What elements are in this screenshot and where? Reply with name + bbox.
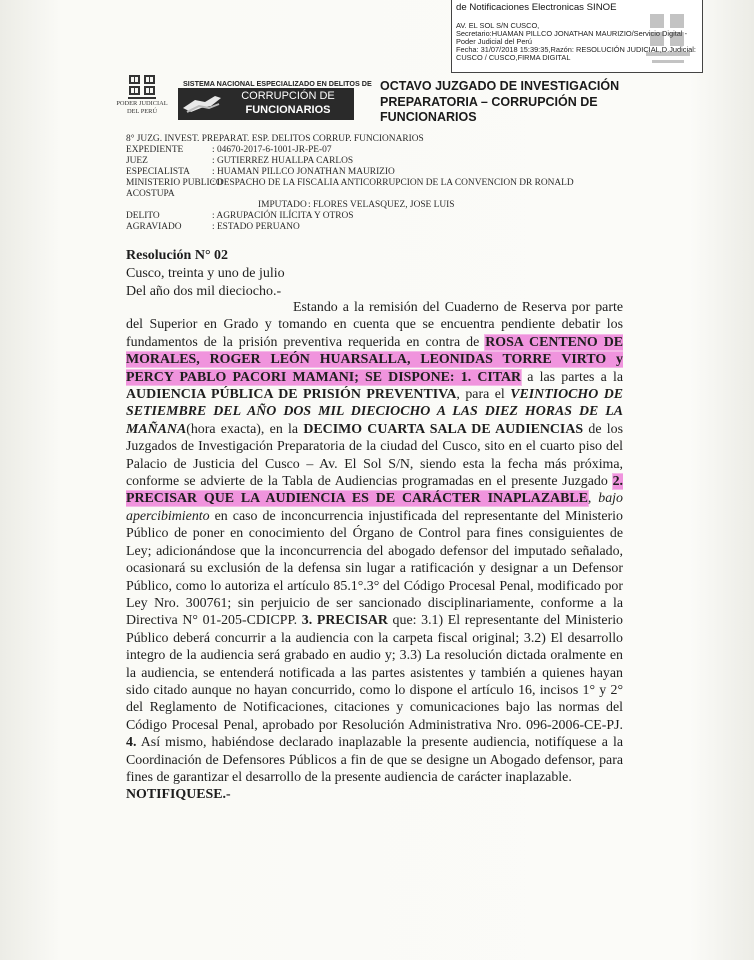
hearing-room: DECIMO CUARTA SALA DE AUDIENCIAS	[303, 421, 584, 437]
field-value-agraviado: : ESTADO PERUANO	[212, 222, 300, 232]
judicial-seal-watermark-icon	[642, 12, 694, 68]
pj-sub: DEL PERÚ	[126, 108, 158, 115]
signature-line: Poder Judicial del Perú	[456, 37, 533, 46]
highlighted-inaplazable: 2. PRECISAR QUE LA AUDIENCIA ES DE CARÁCTER INAPLAZABLE	[126, 474, 623, 507]
field-label-especialista: ESPECIALISTA	[126, 167, 190, 177]
body-text-span: ,	[587, 491, 599, 507]
pj-label: PODER JUDICIAL	[116, 100, 168, 107]
resolution-body	[126, 299, 623, 804]
highlighted-defendants: ROSA CENTENO DE MORALES, ROGER LEÓN HUARSALLA, LEONIDAS TORRE VIRTO y PERCY PABLO PACORI MAMANI; SE DISPONE: 1. CITAR	[126, 334, 623, 385]
signature-line: CUSCO / CUSCO,FIRMA DIGITAL	[456, 53, 571, 62]
field-label-expediente: EXPEDIENTE	[126, 145, 184, 155]
body-text-span: que: 3.1) El representante del Ministerio Público deberá concurrir a la audiencia con la carpeta fiscal original; 3.2) El desarrollo integro de la audiencia será grabado en audio y; 3.3) La resolución dictada oralmente en la audiencia, se entenderá notificada a las partes asistentes y también a quienes hayan sido citado aunque no hayan concurrido, como lo dispone el artículo 16, incisos 1° y 2° del Reglamento de Notificaciones, citaciones y comunicaciones bajo las normas del Código Procesal Penal, aprobado por Resolución Administrativa Nro. 096-2006-CE-PJ.	[126, 613, 623, 733]
signature-line: AV. EL SOL S/N CUSCO,	[456, 21, 540, 30]
field-label-imputado: IMPUTADO	[258, 200, 307, 210]
resolution-title: Resolución N° 02	[126, 248, 229, 263]
hearing-type: AUDIENCIA PÚBLICA DE PRISIÓN PREVENTIVA	[126, 387, 457, 403]
handshake-icon	[181, 92, 223, 116]
body-text-span: de los Juzgados de Investigación Preparatoria de la ciudad del Cusco, sito en el cuarto piso del Palacio de Justicia del Cusco – Av. El Sol S/N, siendo esta la fecha más próxima, conforme se advierte de la Tabla de Audiencias programadas en el presente Juzgado	[126, 421, 623, 490]
field-value-especialista: : HUAMAN PILLCO JONATHAN MAURIZIO	[212, 167, 395, 177]
court-title: OCTAVO JUZGADO DE INVESTIGACIÓN PREPARATORIA – CORRUPCIÓN DE FUNCIONARIOS	[380, 79, 620, 124]
poder-judicial-emblem-icon	[127, 74, 157, 100]
body-text-span: en caso de inconcurrencia injustificada del representante del Ministerio Público de poner en conocimiento del Órgano de Control para fines consiguientes de Ley; adicionándose que la inconcurrencia del abogado defensor del imputado señalado, ocasionará su exclusión de la defensa sin lugar a ratificación y designar a un Defensor Público, como lo autoriza el artículo 85.1°.3° del Código Procesal Penal, modificado por Ley Nro. 300761; sin perjuicio de ser sancionado disciplinariamente, conforme a la Directiva N° 01-205-CDICPP.	[126, 508, 623, 629]
field-value-ministerio-cont: ACOSTUPA	[126, 189, 175, 199]
field-label-ministerio: MINISTERIO PUBLICO	[126, 178, 223, 188]
digital-signature-box	[451, 0, 703, 73]
field-label-agraviado: AGRAVIADO	[126, 222, 182, 232]
closing-notifiquese: NOTIFIQUESE.-	[126, 787, 231, 803]
signature-line: Secretario:HUAMAN PILLCO JONATHAN MAURIZIO/Servicio Digital -	[456, 29, 688, 38]
field-value-ministerio: : DESPACHO DE LA FISCALIA ANTICORRUPCION DE LA CONVENCION DR RONALD	[212, 178, 574, 188]
banner-line-1: CORRUPCIÓN DE	[241, 90, 335, 102]
poder-judicial-logo	[112, 74, 172, 116]
corruption-banner	[178, 88, 354, 120]
field-value-delito: : AGRUPACIÓN ILÍCITA Y OTROS	[212, 211, 354, 221]
court-line: 8° JUZG. INVEST. PREPARAT. ESP. DELITOS CORRUP. FUNCIONARIOS	[126, 134, 424, 144]
body-text-span: Así mismo, habiéndose declarado inaplazable la presente audiencia, notifíquese a la Coordinación de Defensores Públicos a fin de que se designe un Abogado defensor, para fines de garantizar el desarrollo de la presente audiencia de carácter inaplazable.	[126, 735, 623, 785]
item-3-label: 3. PRECISAR	[301, 613, 388, 629]
field-label-delito: DELITO	[126, 211, 160, 221]
resolution-date-line-1: Cusco, treinta y uno de julio	[126, 266, 285, 281]
field-value-juez: : GUTIERREZ HUALLPA CARLOS	[212, 156, 354, 166]
warning-text: bajo apercibimiento	[126, 491, 623, 524]
body-text-span: a las partes a la	[521, 369, 623, 385]
field-label-juez: JUEZ	[126, 156, 148, 166]
body-text-span: Estando a la remisión del Cuaderno de Reserva por parte del Superior en Grado y tomando en cuenta que se encuentra pendiente debatir los fundamentos de la prisión preventiva requerida en contra de	[126, 300, 623, 350]
body-text-span: (hora exacta), en la	[186, 421, 304, 437]
body-text-span: , para el	[456, 387, 511, 403]
resolution-paragraph	[126, 299, 623, 804]
hearing-date: VEINTIOCHO DE SETIEMBRE DEL AÑO DOS MIL DIECIOCHO A LAS DIEZ HORAS DE LA MAÑANA	[126, 387, 623, 437]
banner-line-2: FUNCIONARIOS	[245, 104, 331, 116]
banner-subtitle: SISTEMA NACIONAL ESPECIALIZADO EN DELITOS DE	[183, 79, 372, 88]
field-value-imputado: : FLORES VELASQUEZ, JOSE LUIS	[308, 200, 455, 210]
signature-line: Fecha: 31/07/2018 15:39:35,Razón: RESOLUCIÓN JUDICIAL,D.Judicial:	[456, 45, 696, 54]
resolution-date-line-2: Del año dos mil dieciocho.-	[126, 284, 282, 299]
item-4-label: 4.	[126, 735, 137, 751]
signature-header: de Notificaciones Electronicas SINOE	[456, 2, 617, 13]
field-value-expediente: : 04670-2017-6-1001-JR-PE-07	[212, 145, 332, 155]
